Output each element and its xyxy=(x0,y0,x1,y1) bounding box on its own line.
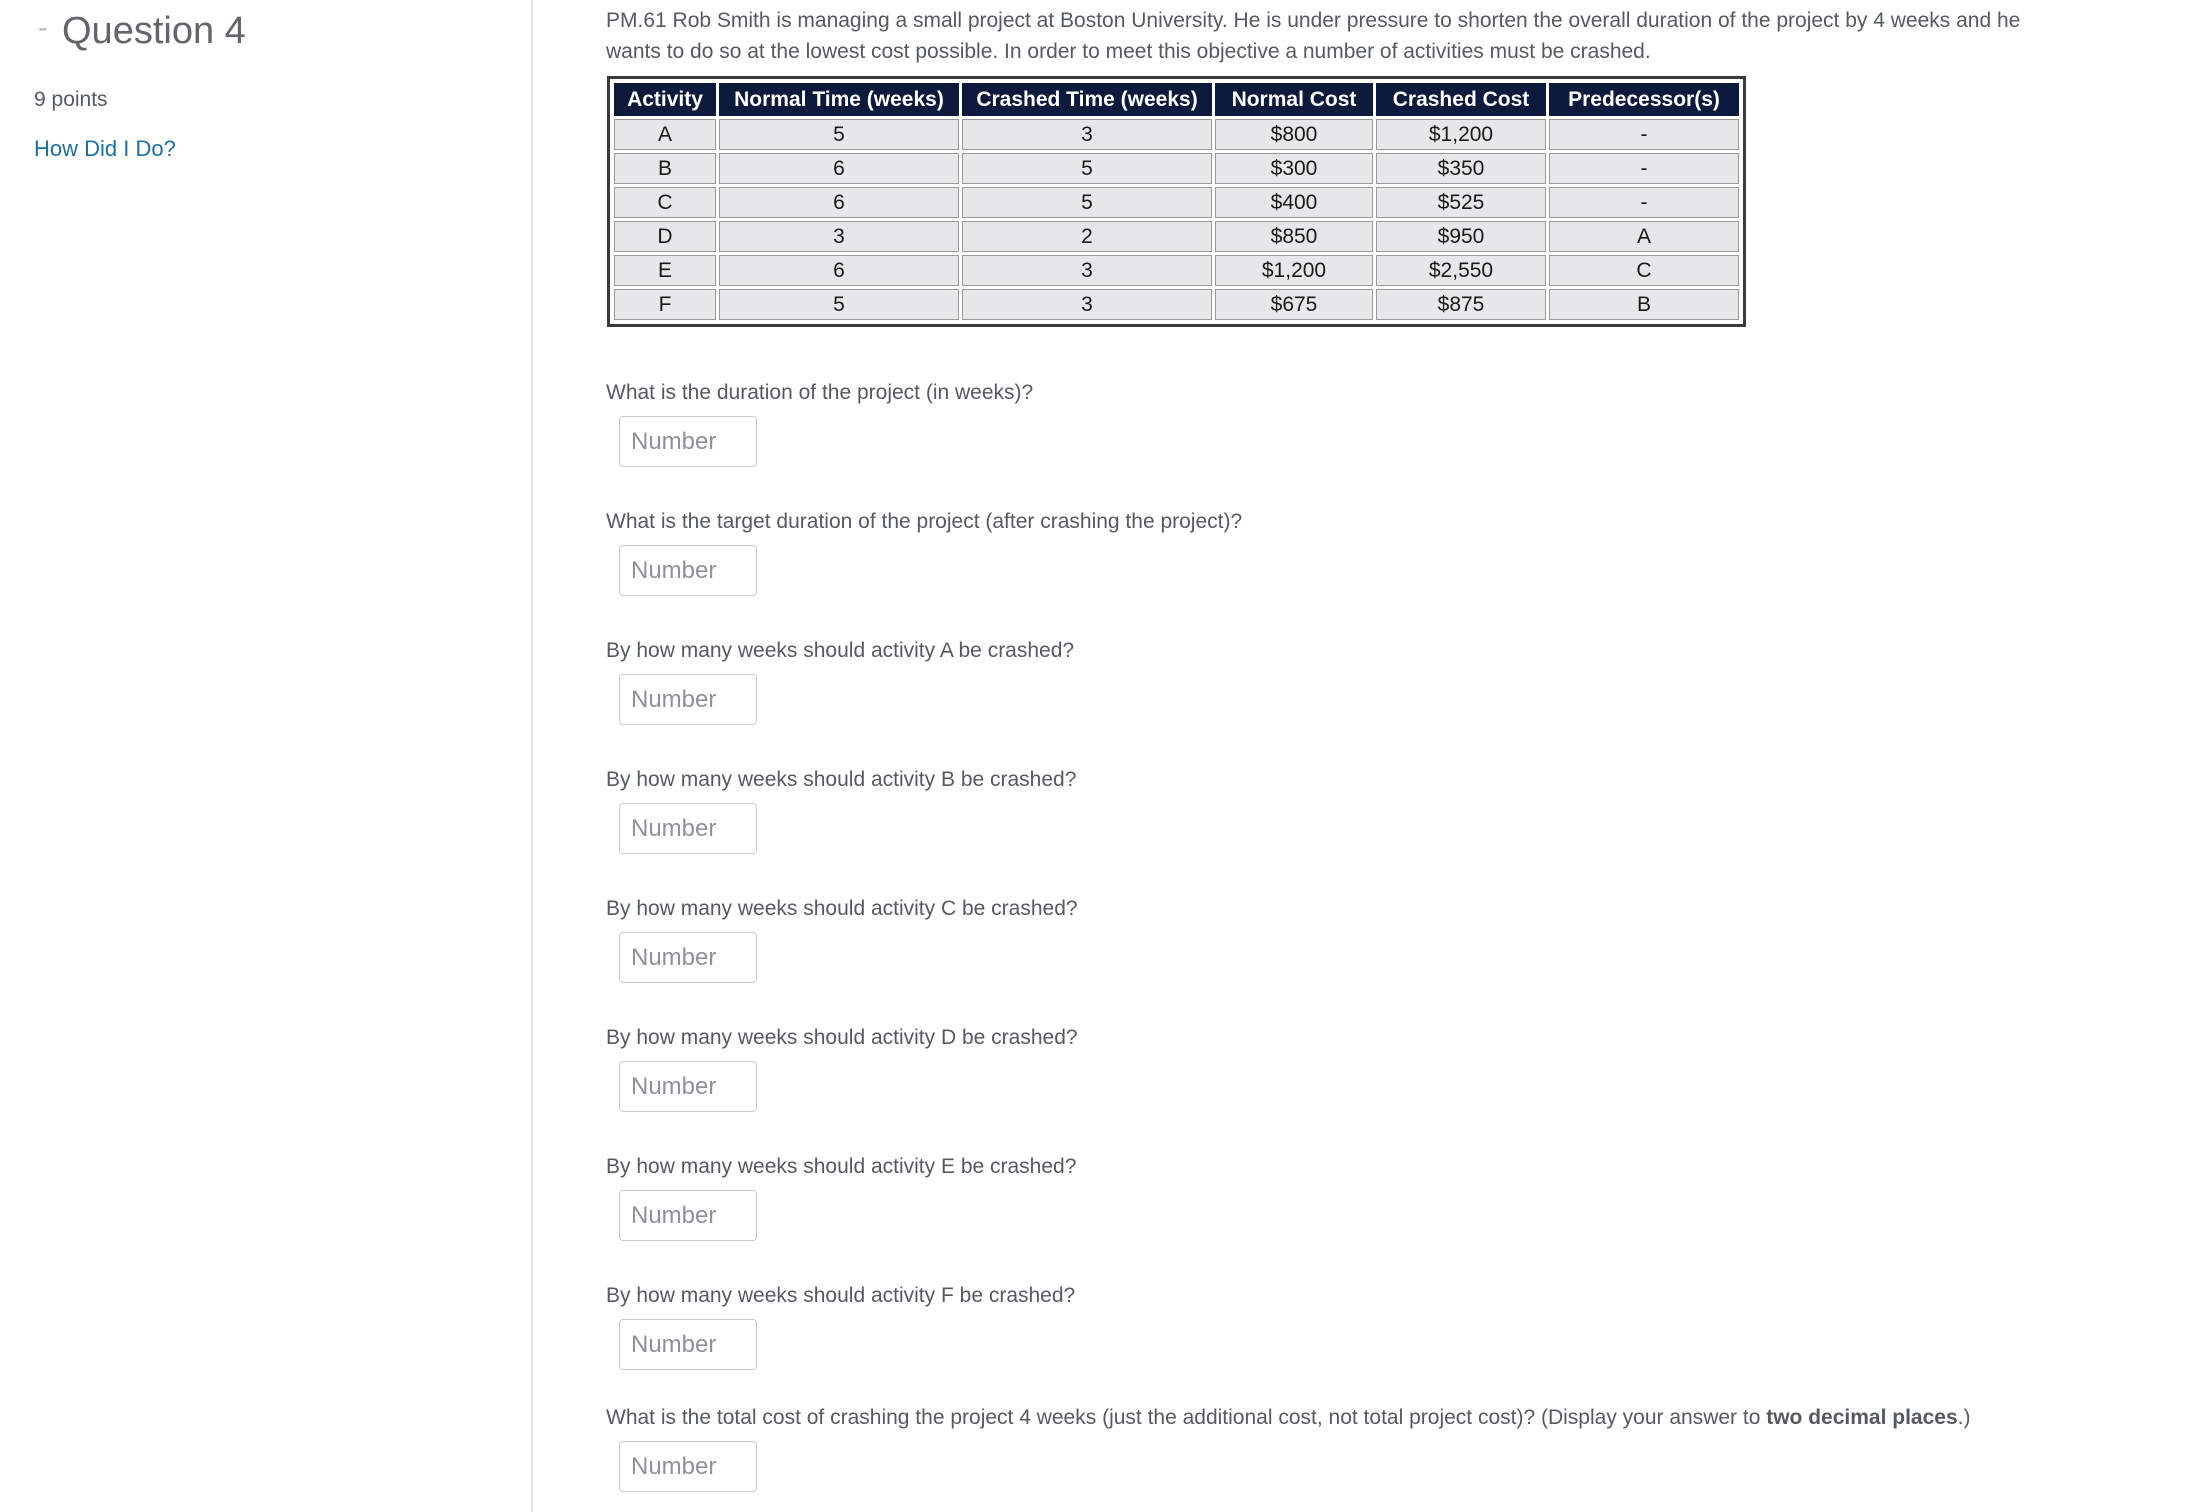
table-cell: D xyxy=(614,221,716,252)
crash-e-input[interactable] xyxy=(619,1190,757,1241)
table-cell: 6 xyxy=(719,187,959,218)
crash-f-input[interactable] xyxy=(619,1319,757,1370)
table-cell: 6 xyxy=(719,153,959,184)
question-crash-e xyxy=(606,1155,1076,1241)
table-row xyxy=(614,221,1739,252)
table-cell: A xyxy=(1549,221,1739,252)
crash-a-input[interactable] xyxy=(619,674,757,725)
question-text: What is the target duration of the project (after crashing the project)? xyxy=(606,510,1243,533)
table-cell: 5 xyxy=(962,187,1212,218)
target-duration-input[interactable] xyxy=(619,545,757,596)
question-text: By how many weeks should activity A be crashed? xyxy=(606,639,1075,662)
table-cell: $350 xyxy=(1376,153,1546,184)
table-cell: $950 xyxy=(1376,221,1546,252)
header-normal-time: Normal Time (weeks) xyxy=(719,83,959,116)
question-text: By how many weeks should activity B be crashed? xyxy=(606,768,1077,791)
table-cell: 6 xyxy=(719,255,959,286)
question-text: By how many weeks should activity C be crashed? xyxy=(606,897,1078,920)
table-cell: A xyxy=(614,119,716,150)
table-cell: $675 xyxy=(1215,289,1373,320)
how-did-i-do-link[interactable]: How Did I Do? xyxy=(34,136,176,161)
question-text-emphasis: two decimal places xyxy=(1766,1406,1958,1429)
question-crash-f xyxy=(606,1284,1075,1370)
table-row xyxy=(614,153,1739,184)
table-cell: C xyxy=(1549,255,1739,286)
crash-d-input[interactable] xyxy=(619,1061,757,1112)
crash-b-input[interactable] xyxy=(619,803,757,854)
table-row xyxy=(614,255,1739,286)
table-cell: $400 xyxy=(1215,187,1373,218)
table-cell: - xyxy=(1549,119,1739,150)
table-cell: B xyxy=(614,153,716,184)
table-cell: 3 xyxy=(962,289,1212,320)
table-cell: $300 xyxy=(1215,153,1373,184)
header-predecessors: Predecessor(s) xyxy=(1549,83,1739,116)
header-crashed-time: Crashed Time (weeks) xyxy=(962,83,1212,116)
table-cell: 5 xyxy=(962,153,1212,184)
table-cell: - xyxy=(1549,187,1739,218)
question-text: By how many weeks should activity D be crashed? xyxy=(606,1026,1078,1049)
table-row xyxy=(614,289,1739,320)
question-text: By how many weeks should activity E be crashed? xyxy=(606,1155,1077,1178)
table-cell: 5 xyxy=(719,119,959,150)
question-crash-d xyxy=(606,1026,1078,1112)
points-label: 9 points xyxy=(34,88,108,111)
table-cell: $525 xyxy=(1376,187,1546,218)
question-crash-a xyxy=(606,639,1074,725)
table-row xyxy=(614,119,1739,150)
table-cell: $800 xyxy=(1215,119,1373,150)
project-duration-input[interactable] xyxy=(619,416,757,467)
activity-table xyxy=(611,80,1742,323)
table-cell: $1,200 xyxy=(1376,119,1546,150)
question-project-duration xyxy=(606,381,1033,467)
table-cell: E xyxy=(614,255,716,286)
header-activity: Activity xyxy=(614,83,716,116)
crash-c-input[interactable] xyxy=(619,932,757,983)
table-cell: 2 xyxy=(962,221,1212,252)
question-total-crash-cost xyxy=(606,1406,1970,1492)
table-cell: - xyxy=(1549,153,1739,184)
table-cell: F xyxy=(614,289,716,320)
table-cell: $875 xyxy=(1376,289,1546,320)
table-cell: 5 xyxy=(719,289,959,320)
header-normal-cost: Normal Cost xyxy=(1215,83,1373,116)
table-cell: $2,550 xyxy=(1376,255,1546,286)
table-cell: $850 xyxy=(1215,221,1373,252)
activity-table-container xyxy=(607,76,1746,327)
table-cell: 3 xyxy=(962,119,1212,150)
table-cell: $1,200 xyxy=(1215,255,1373,286)
question-intro: PM.61 Rob Smith is managing a small project at Boston University. He is under pressure to shorten the overall duration of the project by 4 weeks and he wants to do so at the lowest cost possible. In order to meet this objective a number of activities must be crashed. xyxy=(606,9,2021,63)
table-cell: B xyxy=(1549,289,1739,320)
question-text: What is the duration of the project (in weeks)? xyxy=(606,381,1034,404)
question-text-part: What is the total cost of crashing the project 4 weeks (just the additional cost, not total project cost)? (Display your answer to xyxy=(606,1406,1767,1429)
question-text-part: .) xyxy=(1957,1406,1971,1429)
question-target-duration xyxy=(606,510,1242,596)
total-crash-cost-input[interactable] xyxy=(619,1441,757,1492)
question-crash-c xyxy=(606,897,1078,983)
collapse-icon[interactable]: - xyxy=(38,11,48,44)
question-title xyxy=(38,10,246,53)
sidebar xyxy=(0,0,533,1512)
table-cell: 3 xyxy=(719,221,959,252)
table-cell: 3 xyxy=(962,255,1212,286)
question-title-label: Question 4 xyxy=(62,10,246,52)
table-header-row xyxy=(614,83,1739,116)
question-text: By how many weeks should activity F be crashed? xyxy=(606,1284,1076,1307)
table-cell: C xyxy=(614,187,716,218)
header-crashed-cost: Crashed Cost xyxy=(1376,83,1546,116)
question-text xyxy=(606,1406,1970,1430)
question-crash-b xyxy=(606,768,1076,854)
table-row xyxy=(614,187,1739,218)
